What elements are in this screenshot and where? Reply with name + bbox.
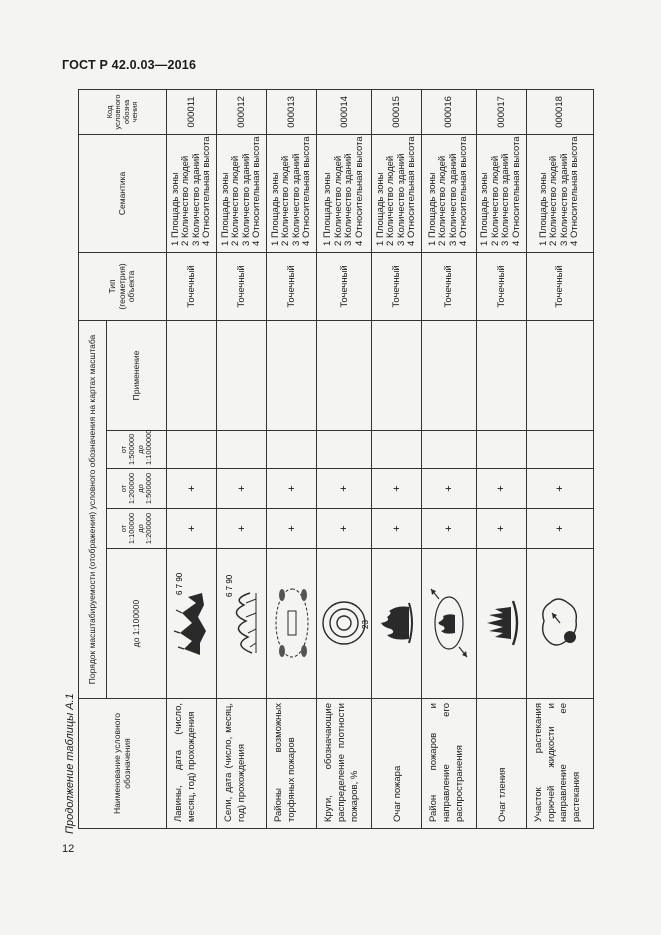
semantics-item: 3 Количество зданий	[240, 153, 252, 246]
semantics-item: 4 Относительная высота	[251, 136, 263, 246]
scale-3-mark	[317, 431, 372, 469]
scale-1-mark: +	[317, 509, 372, 549]
table-row	[267, 89, 317, 828]
table-row	[167, 89, 217, 828]
row-name: Район пожаров и направление его распространения	[422, 699, 477, 829]
semantics-cell	[267, 134, 317, 252]
row-name: Лавины, дата (число, месяц, год) прохождения	[167, 699, 217, 829]
semantics-item: 3 Количество зданий	[190, 153, 202, 246]
row-name: Очаг пожара	[371, 699, 421, 829]
scale-1-mark: +	[167, 509, 217, 549]
table-caption: Продолжение таблицы А.1	[64, 693, 76, 834]
avalanche-symbol-cell	[167, 549, 217, 699]
semantics-item: 1 Площадь зоны	[374, 172, 386, 246]
semantics-item: 4 Относительная высота	[458, 136, 470, 246]
scale-2-mark: +	[371, 469, 421, 509]
semantics-item: 3 Количество зданий	[500, 153, 512, 246]
scale-3-mark	[217, 431, 267, 469]
table-row	[371, 89, 421, 828]
semantics-cell	[217, 134, 267, 252]
semantics-item: 4 Относительная высота	[569, 136, 581, 246]
row-name: Круги, обозначающие распределение плотности пожаров, %	[317, 699, 372, 829]
scale-2-mark: +	[422, 469, 477, 509]
semantics-item: 3 Количество зданий	[343, 153, 355, 246]
scale-2-mark: +	[267, 469, 317, 509]
header-scale-1: от 1:100000 до 1:200000	[107, 509, 167, 549]
scale-3-mark	[167, 431, 217, 469]
row-name: Сели, дата (число, месяц, год) прохождения	[217, 699, 267, 829]
avalanche-symbol-icon	[170, 554, 214, 694]
semantics-item: 2 Количество людей	[437, 155, 449, 246]
table-row	[526, 89, 593, 828]
semantics-item: 4 Относительная высота	[510, 136, 522, 246]
scale-2-mark: +	[526, 469, 593, 509]
header-application: Применение	[107, 320, 167, 430]
symbol-label: 6 7 90	[174, 573, 184, 596]
code-cell: 000011	[167, 89, 217, 134]
mudflow-symbol-cell	[217, 549, 267, 699]
application-cell	[526, 320, 593, 430]
row-name: Районы возможных торфяных пожаров	[267, 699, 317, 829]
code-cell: 000018	[526, 89, 593, 134]
code-cell: 000014	[317, 89, 372, 134]
code-cell: 000017	[476, 89, 526, 134]
geometry-cell: Точечный	[267, 252, 317, 320]
peat-fire-area-icon	[270, 554, 314, 694]
application-cell	[267, 320, 317, 430]
smoldering-symbol-cell	[476, 549, 526, 699]
semantics-item: 1 Площадь зоны	[269, 172, 281, 246]
semantics-item: 4 Относительная высота	[201, 136, 212, 246]
application-cell	[167, 320, 217, 430]
semantics-item: 4 Относительная высота	[301, 136, 313, 246]
table-row	[422, 89, 477, 828]
page-number: 12	[62, 843, 75, 855]
table-sheet	[78, 90, 594, 829]
scale-1-mark: +	[217, 509, 267, 549]
table-row	[476, 89, 526, 828]
scale-3-mark	[267, 431, 317, 469]
scale-1-mark: +	[526, 509, 593, 549]
scale-3-mark	[476, 431, 526, 469]
semantics-item: 2 Количество людей	[385, 155, 397, 246]
semantics-cell	[317, 134, 372, 252]
semantics-item: 2 Количество людей	[332, 155, 344, 246]
symbols-table	[78, 89, 594, 829]
scale-3-mark	[526, 431, 593, 469]
geometry-cell: Точечный	[422, 252, 477, 320]
semantics-cell	[167, 134, 217, 252]
scale-2-mark: +	[167, 469, 217, 509]
semantics-item: 1 Площадь зоны	[169, 172, 181, 246]
document-header: ГОСТ Р 42.0.03—2016	[62, 58, 197, 72]
semantics-item: 3 Количество зданий	[558, 153, 570, 246]
header-code: Код условного обозна чения	[79, 89, 167, 134]
concentric-circles-icon	[320, 554, 371, 694]
scale-2-mark: +	[317, 469, 372, 509]
header-scale-main: до 1:100000	[107, 549, 167, 699]
semantics-item: 2 Количество людей	[280, 155, 292, 246]
code-cell: 000013	[267, 89, 317, 134]
peat-fire-symbol-cell	[267, 549, 317, 699]
semantics-item: 3 Количество зданий	[395, 153, 407, 246]
semantics-item: 4 Относительная высота	[353, 136, 365, 246]
fire-center-icon	[375, 554, 419, 694]
geometry-cell: Точечный	[371, 252, 421, 320]
semantics-item: 4 Относительная высота	[405, 136, 417, 246]
geometry-cell: Точечный	[476, 252, 526, 320]
mudflow-symbol-icon	[220, 554, 264, 694]
symbol-label: 23	[361, 620, 371, 630]
semantics-item: 2 Количество людей	[548, 155, 560, 246]
liquid-spill-icon	[536, 554, 584, 694]
code-cell: 000016	[422, 89, 477, 134]
header-semantics: Семантика	[79, 134, 167, 252]
row-name: Очаг тления	[476, 699, 526, 829]
header-scale-3: от 1:500000 до 1:1000000	[107, 431, 167, 469]
scale-1-mark: +	[422, 509, 477, 549]
scale-1-mark: +	[371, 509, 421, 549]
rotated-table-container	[78, 90, 594, 829]
application-cell	[371, 320, 421, 430]
scale-3-mark	[422, 431, 477, 469]
semantics-cell	[526, 134, 593, 252]
liquid-spill-symbol-cell	[526, 549, 593, 699]
code-cell: 000015	[371, 89, 421, 134]
header-name: Наименование условного обозначения	[79, 699, 167, 829]
fire-area-direction-icon	[425, 554, 473, 694]
semantics-item: 2 Количество людей	[230, 155, 242, 246]
table-row	[317, 89, 372, 828]
smoldering-center-icon	[479, 554, 523, 694]
fire-area-symbol-cell	[422, 549, 477, 699]
header-geometry-type: Тип (геометрия) объекта	[79, 252, 167, 320]
semantics-cell	[476, 134, 526, 252]
table-row	[217, 89, 267, 828]
semantics-item: 3 Количество зданий	[290, 153, 302, 246]
geometry-cell: Точечный	[317, 252, 372, 320]
code-cell: 000012	[217, 89, 267, 134]
scale-2-mark: +	[217, 469, 267, 509]
application-cell	[317, 320, 372, 430]
semantics-item: 1 Площадь зоны	[538, 172, 550, 246]
scale-1-mark: +	[476, 509, 526, 549]
scale-1-mark: +	[267, 509, 317, 549]
semantics-item: 1 Площадь зоны	[479, 172, 491, 246]
semantics-item: 1 Площадь зоны	[219, 172, 231, 246]
geometry-cell: Точечный	[526, 252, 593, 320]
symbol-label: 6 7 90	[224, 575, 234, 598]
application-cell	[476, 320, 526, 430]
fire-center-symbol-cell	[371, 549, 421, 699]
geometry-cell: Точечный	[217, 252, 267, 320]
header-scale-2: от 1:200000 до 1:500000	[107, 469, 167, 509]
geometry-cell: Точечный	[167, 252, 217, 320]
application-cell	[217, 320, 267, 430]
scale-2-mark: +	[476, 469, 526, 509]
semantics-item: 1 Площадь зоны	[322, 172, 334, 246]
semantics-item: 1 Площадь зоны	[426, 172, 438, 246]
semantics-item: 3 Количество зданий	[447, 153, 459, 246]
header-order-group: Порядок масштабируемости (отображения) условного обозначения на картах масштаба	[79, 320, 107, 698]
semantics-cell	[422, 134, 477, 252]
semantics-cell	[371, 134, 421, 252]
application-cell	[422, 320, 477, 430]
semantics-item: 2 Количество людей	[489, 155, 501, 246]
scale-3-mark	[371, 431, 421, 469]
density-circles-symbol-cell	[317, 549, 372, 699]
row-name: Участок растекания горючей жидкости и направление ее растекания	[526, 699, 593, 829]
semantics-item: 2 Количество людей	[180, 155, 192, 246]
